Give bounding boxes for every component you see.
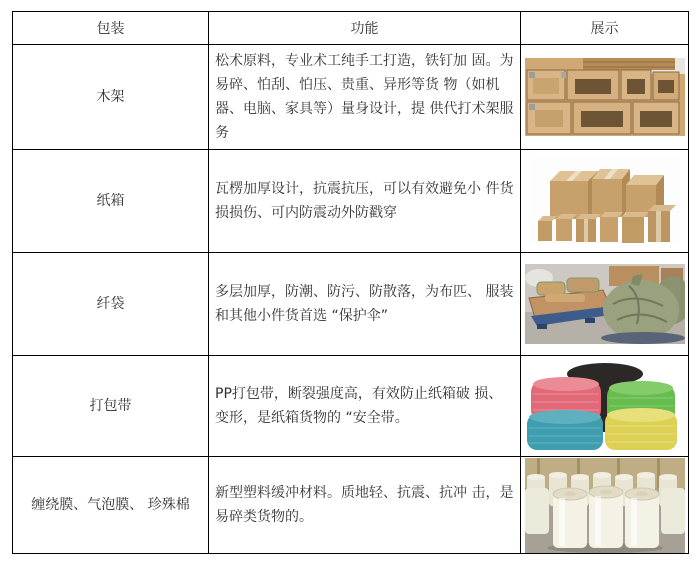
- function-cell: 松术原料，专业术工纯手工打造，铁钉加 固。为易碎、怕刮、怕压、贵重、异形等货 物（如机器、电脑、家具等）量身设计，提 供代打术架服务: [209, 45, 521, 150]
- packaging-cell: 纤袋: [13, 253, 209, 356]
- packaging-cell: 纸箱: [13, 150, 209, 253]
- packaging-cell: 缠绕膜、气泡膜、 珍殊棉: [13, 457, 209, 554]
- header-row: [13, 12, 689, 45]
- function-cell: PP打包带，断裂强度高，有效防止纸箱破 损、变形，是纸箱货物的 “安全带。: [209, 356, 521, 457]
- header-function: 功能: [209, 12, 521, 45]
- pp-straps-photo: [527, 362, 682, 450]
- packaging-cell: 木架: [13, 45, 209, 150]
- photo-cell: [521, 356, 689, 457]
- wooden-crates-photo: [525, 58, 685, 136]
- fiber-bags-photo: [525, 264, 685, 344]
- table-row: [13, 457, 689, 554]
- header-packaging: 包装: [13, 12, 209, 45]
- photo-cell: [521, 150, 689, 253]
- packaging-table: [12, 11, 689, 554]
- table-row: [13, 356, 689, 457]
- photo-cell: [521, 253, 689, 356]
- table-row: [13, 45, 689, 150]
- stretch-film-rolls-photo: [525, 458, 685, 553]
- photo-cell: [521, 45, 689, 150]
- header-display: 展示: [521, 12, 689, 45]
- photo-cell: [521, 457, 689, 554]
- function-cell: 多层加厚，防潮、防污、防散落，为布匹、 服装和其他小件货首选 “保护伞”: [209, 253, 521, 356]
- function-cell: 新型塑料缓冲材料。质地轻、抗震、抗冲 击，是易碎类货物的。: [209, 457, 521, 554]
- table-row: [13, 150, 689, 253]
- carton-boxes-photo: [530, 159, 680, 244]
- table-row: [13, 253, 689, 356]
- packaging-cell: 打包带: [13, 356, 209, 457]
- function-cell: 瓦楞加厚设计，抗震抗压，可以有效避免小 件货损损伤、可内防震动外防戳穿: [209, 150, 521, 253]
